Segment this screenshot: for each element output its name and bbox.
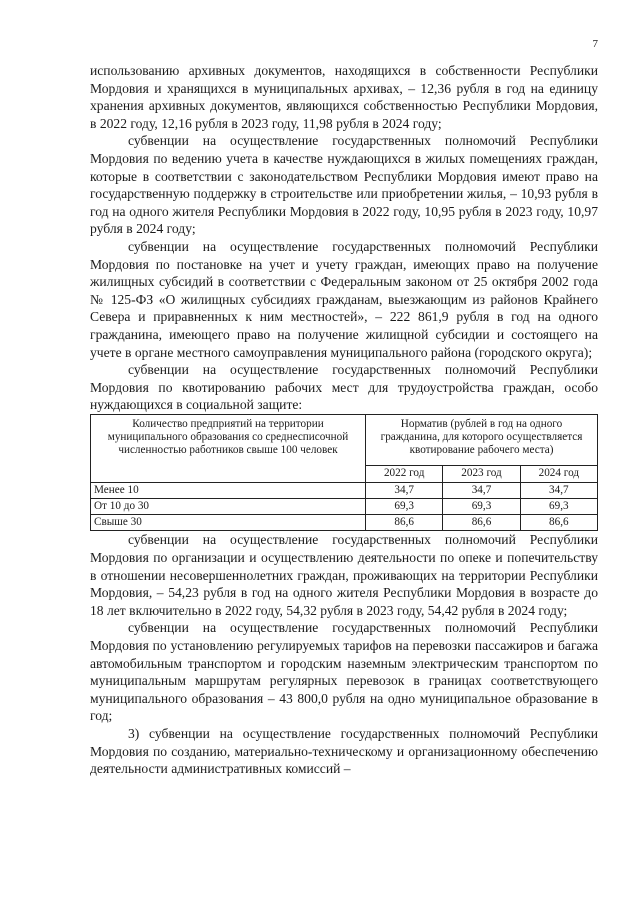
document-body — [90, 62, 598, 778]
table-row-label: От 10 до 30 — [91, 499, 366, 515]
paragraph-guardianship: субвенции на осуществление государственных полномочий Республики Мордовия по организации и осуществлению деятельности по опеке и попечительству в отношении несовершеннолетних граждан, проживающих на территории Республики Мордовия, – 54,23 рубля в год на одного жителя Республики Мордовия в возрасте до 18 лет включительно в 2022 году, 54,32 рубля в 2023 году, 54,42 рубля в 2024 году; — [90, 532, 598, 618]
table-cell: 34,7 — [520, 482, 597, 498]
table-cell: 86,6 — [520, 515, 597, 531]
table-row — [91, 515, 598, 531]
table-header-row — [91, 414, 598, 465]
page-number: 7 — [592, 38, 598, 50]
table-row — [91, 482, 598, 498]
table-cell: 86,6 — [366, 515, 443, 531]
table-cell: 34,7 — [366, 482, 443, 498]
paragraph-administrative-commissions: 3) субвенции на осуществление государственных полномочий Республики Мордовия по созданию, материально-техническому и организационному обеспечению деятельности административных комиссий – — [90, 726, 598, 777]
paragraph-archives: использованию архивных документов, находящихся в собственности Республики Мордовия и хранящихся в муниципальных архивах, – 12,36 рубля в год на единицу хранения архивных документов, являющихся собственностью Республики Мордовия, в 2022 году, 12,16 рубля в 2023 году, 11,98 рубля в 2024 году; — [90, 63, 598, 131]
table-cell: 69,3 — [366, 499, 443, 515]
paragraph-transport-tariffs: субвенции на осуществление государственных полномочий Республики Мордовия по установлению регулируемых тарифов на перевозки пассажиров и багажа автомобильным транспортом и городским наземным электрическим транспортом по муниципальным маршрутам регулярных перевозок в границах соответствующего муниципального образования – 43 800,0 рубля на одно муниципальное образование в год; — [90, 620, 598, 724]
table-header-enterprises: Количество предприятий на территории муниципального образования со среднесписочной численностью работников свыше 100 человек — [91, 414, 366, 482]
table-header-year: 2024 год — [520, 465, 597, 482]
paragraph-job-quotas: субвенции на осуществление государственных полномочий Республики Мордовия по квотированию рабочих мест для трудоустройства граждан, особо нуждающихся в социальной защите: — [90, 362, 598, 413]
table-cell: 69,3 — [443, 499, 520, 515]
table-cell: 86,6 — [443, 515, 520, 531]
paragraph-housing-subsidies: субвенции на осуществление государственных полномочий Республики Мордовия по постановке на учет и учету граждан, имеющих право на получение жилищных субсидий в соответствии с Федеральным законом от 25 октября 2002 года № 125-ФЗ «О жилищных субсидиях гражданам, выезжающим из районов Крайнего Севера и приравненных к ним местностей», – 222 861,9 рубля в год на одного гражданина, имеющего право на получение жилищной субсидии и состоящего на учете в органе местного самоуправления муниципального района (городского округа); — [90, 238, 598, 360]
table-row-label: Менее 10 — [91, 482, 366, 498]
table-cell: 34,7 — [443, 482, 520, 498]
paragraph-housing-registration: субвенции на осуществление государственных полномочий Республики Мордовия по ведению учета в качестве нуждающихся в жилых помещениях граждан, которые в соответствии с законодательством Республики Мордовия имеют право на государственную поддержку в строительстве или приобретении жилья, – 10,93 рубля в год на одного жителя Республики Мордовия в 2022 году, 10,95 рубля в 2023 году, 10,97 рубля в 2024 году; — [90, 133, 598, 237]
table-header-norm: Норматив (рублей в год на одного гражданина, для которого осуществляется квотирование рабочего места) — [366, 414, 598, 465]
table-row — [91, 499, 598, 515]
table-row-label: Свыше 30 — [91, 515, 366, 531]
quota-norms-table — [90, 414, 598, 532]
table-cell: 69,3 — [520, 499, 597, 515]
table-header-year: 2023 год — [443, 465, 520, 482]
table-header-year: 2022 год — [366, 465, 443, 482]
